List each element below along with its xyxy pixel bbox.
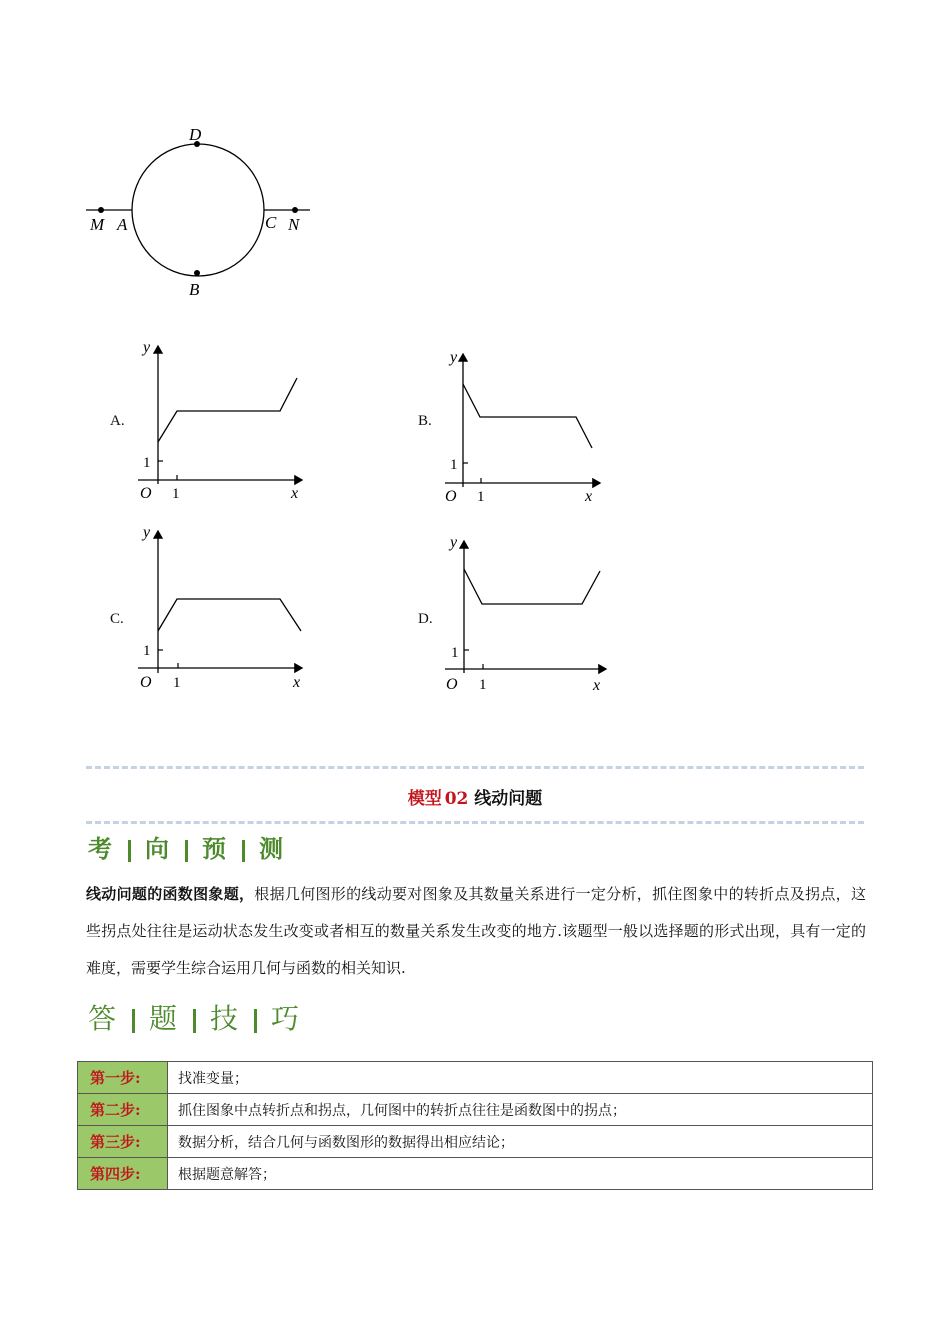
axis-x-label: x <box>585 488 593 505</box>
graph-a <box>130 338 310 503</box>
section-forecast-heading: 考 向 预 测 <box>88 834 285 863</box>
tick-y-label: 1 <box>451 645 459 661</box>
point-label-m: M <box>90 215 105 234</box>
point-label-c: C <box>265 213 277 232</box>
intro-bold: 线动问题的函数图象题， <box>86 885 255 903</box>
step-label: 第三步: <box>78 1126 168 1158</box>
tick-x-label: 1 <box>479 677 487 693</box>
section-tips-heading: 答 题 技 巧 <box>88 1002 302 1035</box>
axis-y-label: y <box>143 524 151 541</box>
step-label: 第一步: <box>78 1062 168 1094</box>
tick-y-label: 1 <box>143 455 151 471</box>
intro-paragraph <box>86 876 866 987</box>
origin-label: O <box>140 485 152 502</box>
divider-top <box>86 766 864 769</box>
origin-label: O <box>446 676 458 693</box>
axis-y-label: y <box>143 339 151 356</box>
table-row <box>78 1094 873 1126</box>
graph-c <box>130 523 310 693</box>
graph-b <box>440 348 610 508</box>
model-number: 02 <box>444 789 469 809</box>
model-prefix: 模型 <box>407 789 442 809</box>
option-d-label[interactable]: D. <box>418 611 433 627</box>
model-name: 线动问题 <box>474 789 543 809</box>
axis-x-label: x <box>293 674 301 691</box>
point-label-n: N <box>288 215 300 234</box>
origin-label: O <box>140 674 152 691</box>
step-content: 根据题意解答； <box>168 1158 873 1190</box>
step-content: 数据分析，结合几何与函数图形的数据得出相应结论； <box>168 1126 873 1158</box>
table-row <box>78 1062 873 1094</box>
tick-y-label: 1 <box>450 457 458 473</box>
axis-y-label: y <box>450 534 458 551</box>
tick-y-label: 1 <box>143 643 151 659</box>
steps-table <box>77 1061 873 1190</box>
axis-x-label: x <box>291 485 299 502</box>
table-row <box>78 1126 873 1158</box>
option-b-label[interactable]: B. <box>418 413 432 429</box>
point-label-b: B <box>189 280 200 299</box>
step-label: 第四步: <box>78 1158 168 1190</box>
intro-text: 根据几何图形的线动要对图象及其数量关系进行一定分析，抓住图象中的转折点及拐点，这些拐点处往往是运动状态发生改变或者相互的数量关系发生改变的地方.该题型一般以选择题的形式出现，具有一定的难度，需要学生综合运用几何与函数的相关知识. <box>86 885 866 977</box>
step-label: 第二步: <box>78 1094 168 1126</box>
point-label-a: A <box>117 215 128 234</box>
step-content: 找准变量； <box>168 1062 873 1094</box>
table-row <box>78 1158 873 1190</box>
tick-x-label: 1 <box>172 486 180 502</box>
divider-bottom <box>86 821 864 824</box>
origin-label: O <box>445 488 457 505</box>
graph-d <box>440 533 615 698</box>
axis-x-label: x <box>593 677 601 694</box>
option-c-label[interactable]: C. <box>110 611 124 627</box>
option-a-label[interactable]: A. <box>110 413 125 429</box>
axis-y-label: y <box>450 349 458 366</box>
tick-x-label: 1 <box>477 489 485 505</box>
circle-figure <box>80 120 320 305</box>
point-label-d: D <box>189 125 202 144</box>
model-heading <box>0 784 950 809</box>
tick-x-label: 1 <box>173 675 181 691</box>
step-content: 抓住图象中点转折点和拐点，几何图中的转折点往往是函数图中的拐点； <box>168 1094 873 1126</box>
